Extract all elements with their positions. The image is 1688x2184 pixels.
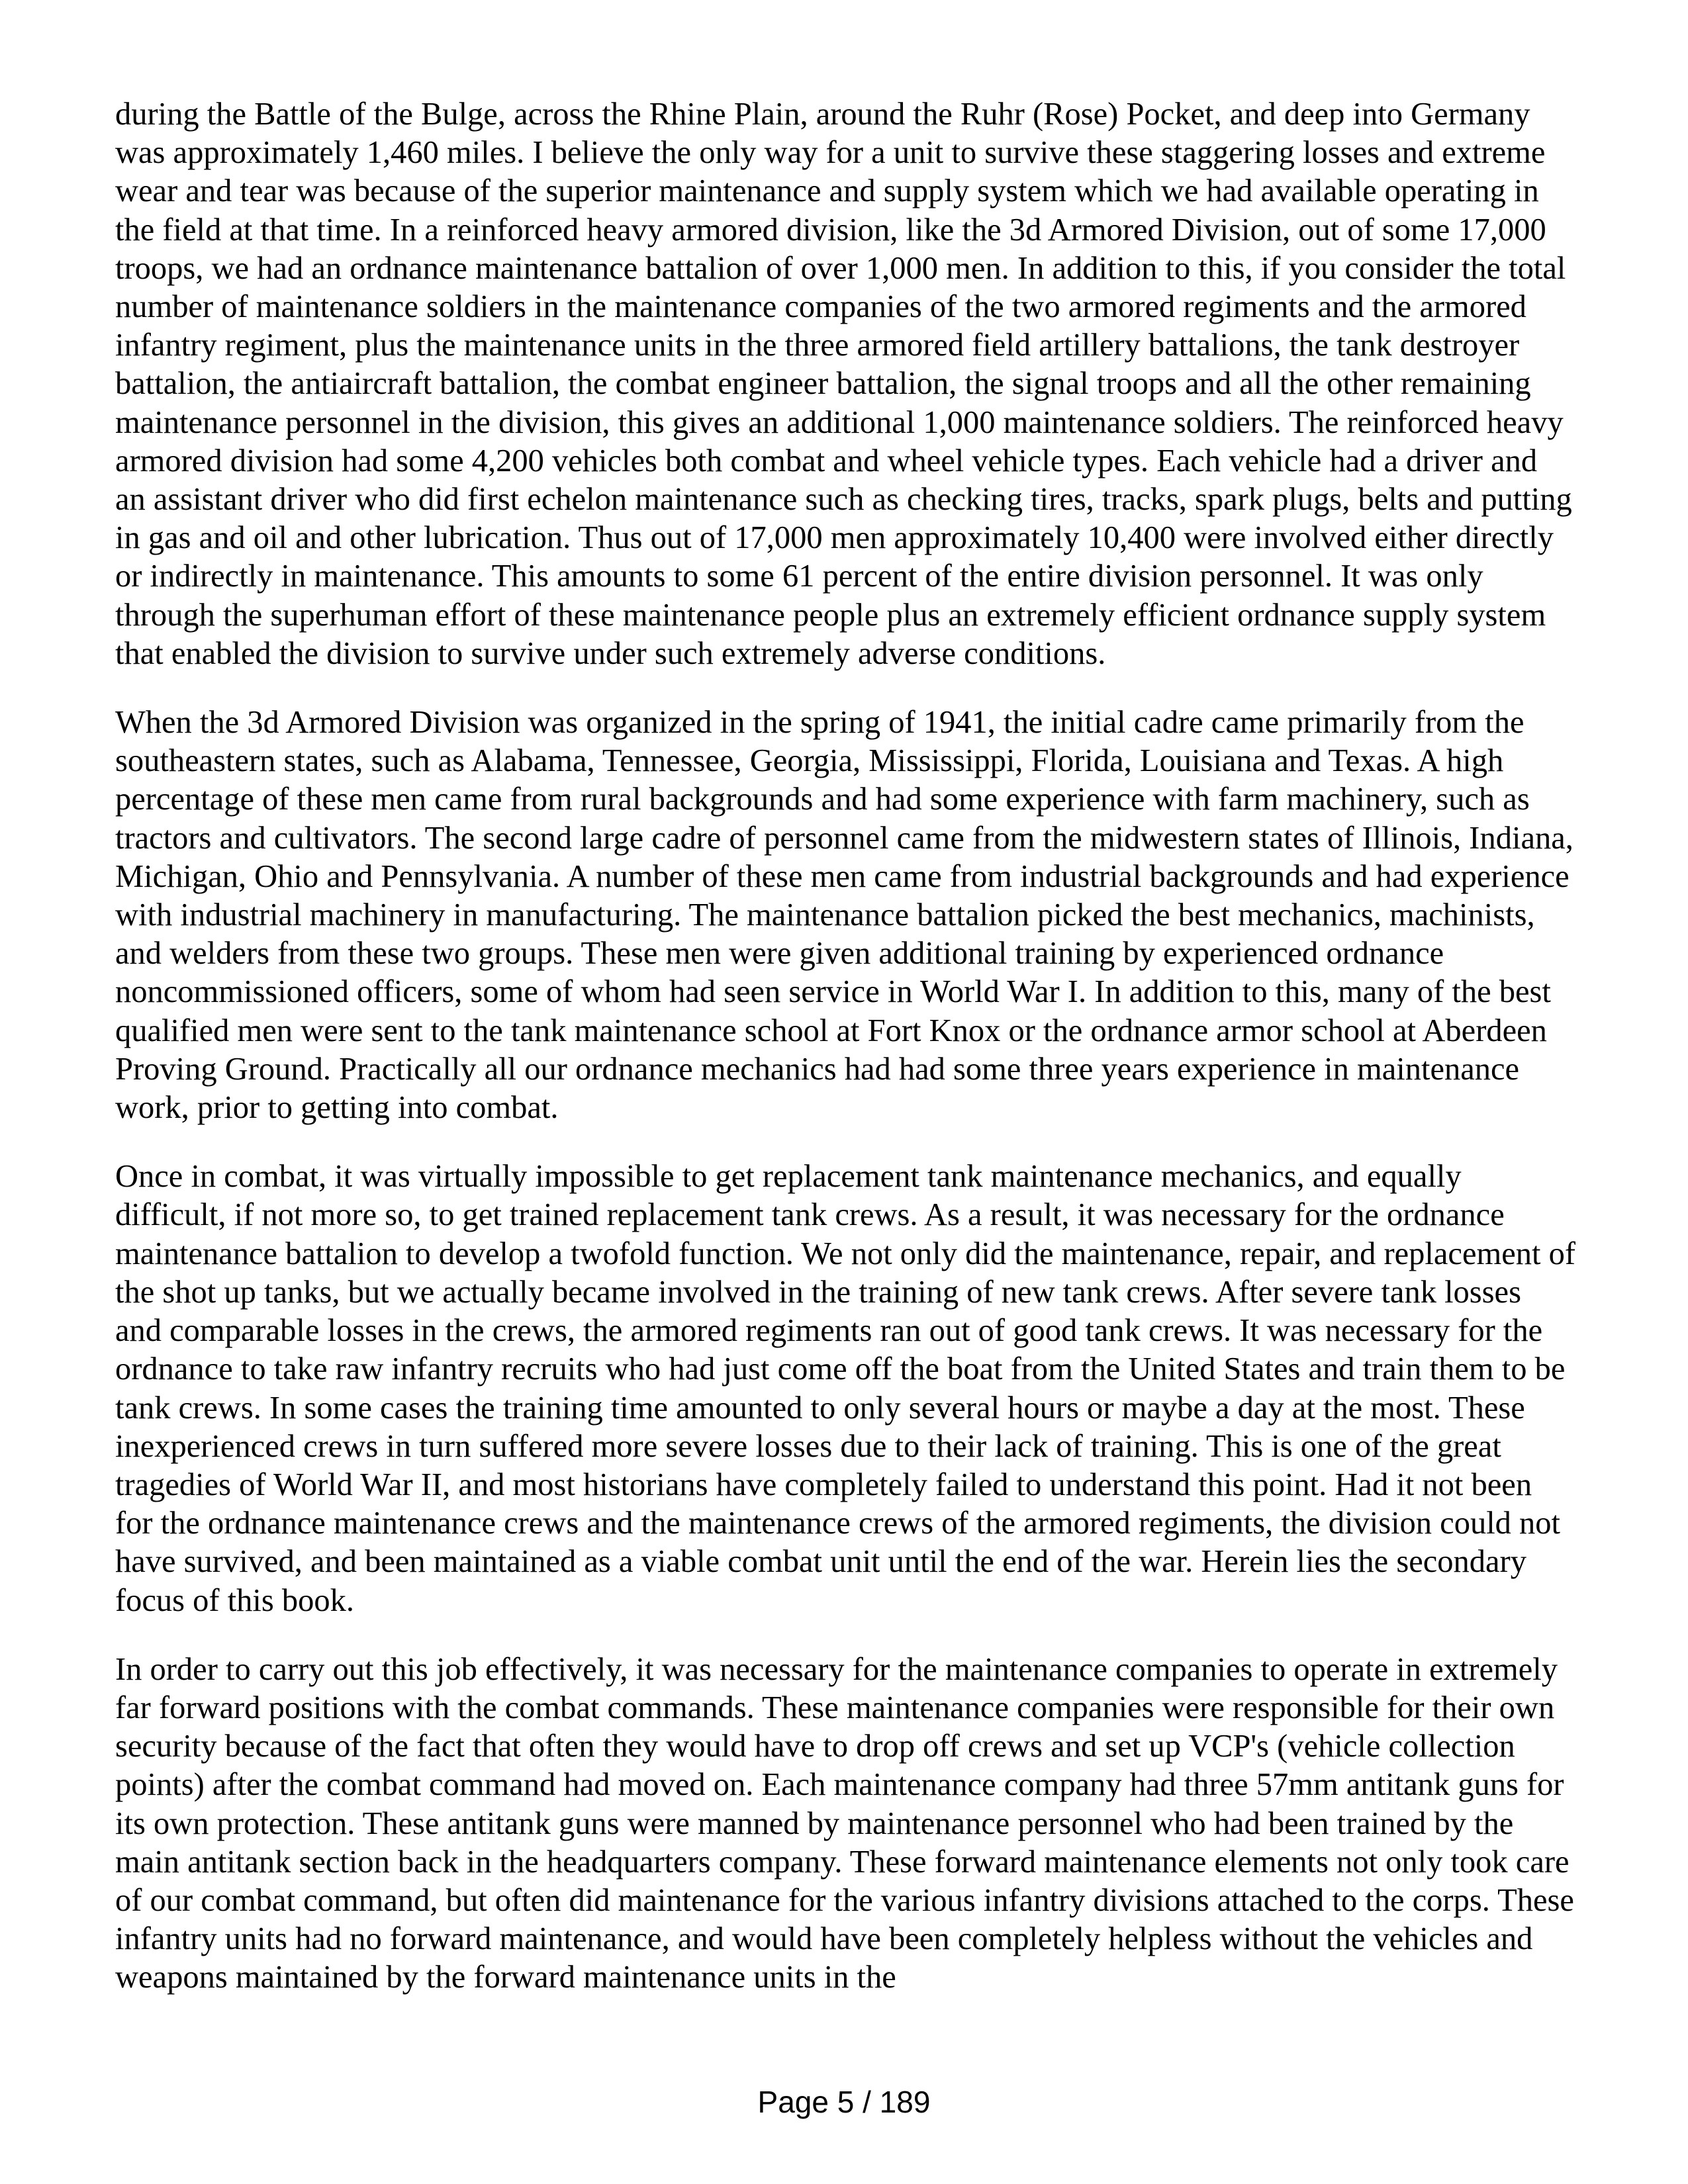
- paragraph-3: Once in combat, it was virtually impossible to get replacement tank maintenance mechanics, and equally difficult, if not more so, to get trained replacement tank crews. As a result, it was necessary for the ordnance maintenance battalion to develop a twofold function. We not only did the maintenance, repair, and replacement of the shot up tanks, but we actually became involved in the training of new tank crews. After severe tank losses and comparable losses in the crews, the armored regiments ran out of good tank crews. It was necessary for the ordnance to take raw infantry recruits who had just come off the boat from the United States and train them to be tank crews. In some cases the training time amounted to only several hours or maybe a day at the most. These inexperienced crews in turn suffered more severe losses due to their lack of training. This is one of the great tragedies of World War II, and most historians have completely failed to understand this point. Had it not been for the ordnance maintenance crews and the maintenance crews of the armored regiments, the division could not have survived, and been maintained as a viable combat unit until the end of the war. Herein lies the secondary focus of this book.: [115, 1159, 1575, 1618]
- paragraph-4: In order to carry out this job effectively, it was necessary for the maintenance companies to operate in extremely far forward positions with the combat commands. These maintenance companies were responsible for their own security because of the fact that often they would have to drop off crews and set up VCP's (vehicle collection points) after the combat command had moved on. Each maintenance company had three 57mm antitank guns for its own protection. These antitank guns were manned by maintenance personnel who had been trained by the main antitank section back in the headquarters company. These forward maintenance elements not only took care of our combat command, but often did maintenance for the various infantry divisions attached to the corps. These infantry units had no forward maintenance, and would have been completely helpless without the vehicles and weapons maintained by the forward maintenance units in the: [115, 1651, 1574, 1995]
- paragraph-1: during the Battle of the Bulge, across the Rhine Plain, around the Ruhr (Rose) Pocket, and deep into Germany was approximately 1,460 miles. I believe the only way for a unit to survive these staggering losses and extreme wear and tear was because of the superior maintenance and supply system which we had available operating in the field at that time. In a reinforced heavy armored division, like the 3d Armored Division, out of some 17,000 troops, we had an ordnance maintenance battalion of over 1,000 men. In addition to this, if you consider the total number of maintenance soldiers in the maintenance companies of the two armored regiments and the armored infantry regiment, plus the maintenance units in the three armored field artillery battalions, the tank destroyer battalion, the antiaircraft battalion, the combat engineer battalion, the signal troops and all the other remaining maintenance personnel in the division, this gives an additional 1,000 maintenance soldiers. The reinforced heavy armored division had some 4,200 vehicles both combat and wheel vehicle types. Each vehicle had a driver and an assistant driver who did first echelon maintenance such as checking tires, tracks, spark plugs, belts and putting in gas and oil and other lubrication. Thus out of 17,000 men approximately 10,400 were involved either directly or indirectly in maintenance. This amounts to some 61 percent of the entire division personnel. It was only through the superhuman effort of these maintenance people plus an extremely efficient ordnance supply system that enabled the division to survive under such extremely adverse conditions.: [115, 97, 1572, 671]
- body-text: [115, 95, 1575, 2028]
- paragraph-2: When the 3d Armored Division was organized in the spring of 1941, the initial cadre came primarily from the southeastern states, such as Alabama, Tennessee, Georgia, Mississippi, Florida, Louisiana and Texas. A high percentage of these men came from rural backgrounds and had some experience with farm machinery, such as tractors and cultivators. The second large cadre of personnel came from the midwestern states of Illinois, Indiana, Michigan, Ohio and Pennsylvania. A number of these men came from industrial backgrounds and had experience with industrial machinery in manufacturing. The maintenance battalion picked the best mechanics, machinists, and welders from these two groups. These men were given additional training by experienced ordnance noncommissioned officers, some of whom had seen service in World War I. In addition to this, many of the best qualified men were sent to the tank maintenance school at Fort Knox or the ordnance armor school at Aberdeen Proving Ground. Practically all our ordnance mechanics had had some three years experience in maintenance work, prior to getting into combat.: [115, 705, 1573, 1126]
- page-number: Page 5 / 189: [757, 2085, 931, 2119]
